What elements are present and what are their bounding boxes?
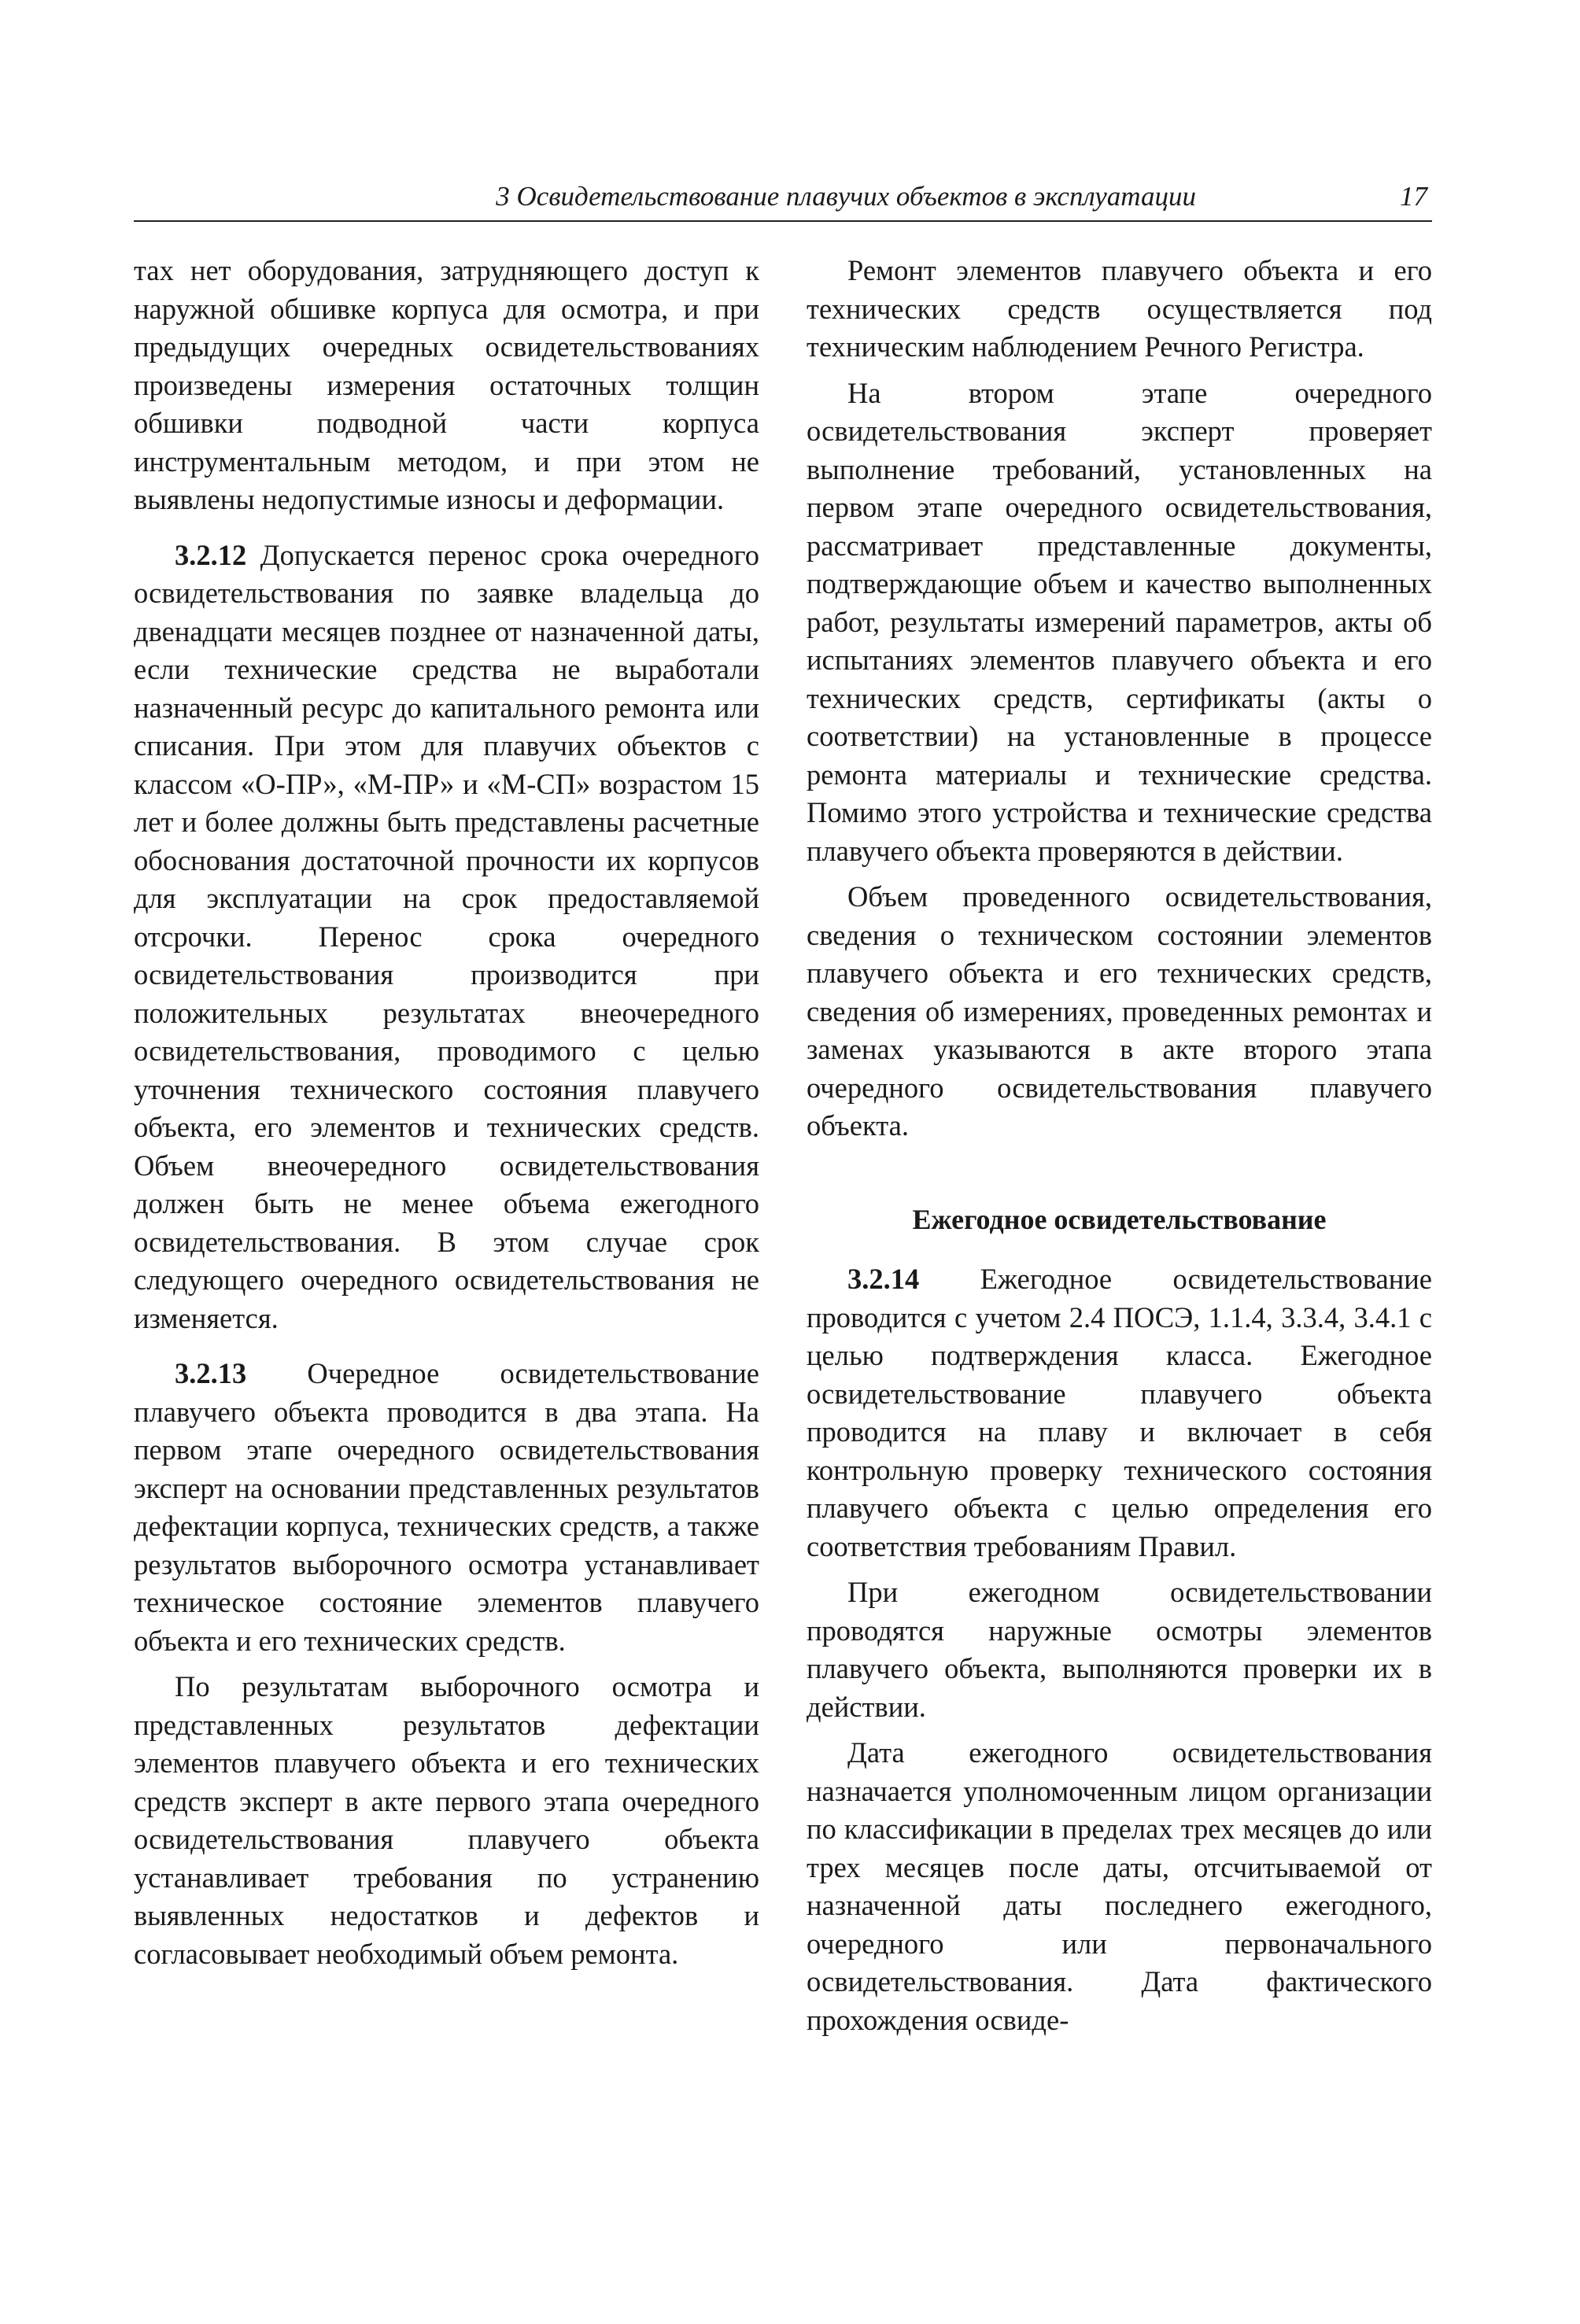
- clause-text: Ежегодное освидетельствование проводится с учетом 2.4 ПОСЭ, 1.1.4, 3.3.4, 3.4.1 с целью подтверждения класса. Ежегодное освидетельствование плавучего объекта проводится на плаву и включает в себя контрольную проверку технического состояния плавучего объекта с целью определения его соответствия требованиям Правил.: [807, 1263, 1433, 1562]
- paragraph-inspection-results: По результатам выборочного осмотра и представленных результатов дефектации элементов плавучего объекта и его технических средств эксперт в акте первого этапа очередного освидетельствования плавучего объекта устанавливает требования по устранению выявленных недостатков и дефектов и согласовывает необходимый объем ремонта.: [134, 1670, 759, 1970]
- left-column: [134, 252, 759, 1981]
- paragraph-repair: Ремонт элементов плавучего объекта и его технических средств осуществляется под техническим наблюдением Речного Регистра.: [807, 254, 1432, 363]
- clause-number: 3.2.12: [175, 538, 247, 571]
- paragraph-date: Дата ежегодного освидетельствования назначается уполномоченным лицом организации по классификации в пределах трех месяцев до или трех месяцев после даты, отсчитываемой от назначенной даты последнего ежегодного, очередного или первоначального освидетельствования. Дата фактического прохождения освиде-: [807, 1736, 1432, 2036]
- paragraph-second-stage: На втором этапе очередного освидетельствования эксперт проверяет выполнение требований, установленных на первом этапе очередного освидетельствования, рассматривает представленные документы, подтверждающие объем и качество выполненных работ, результаты измерений параметров, акты об испытаниях элементов плавучего объекта и его технических средств, сертификаты (акты о соответствии) на установленные в процессе ремонта материалы и технические средства. Помимо этого устройства и технические средства плавучего объекта проверяются в действии.: [807, 376, 1432, 867]
- paragraph-scope: Объем проведенного освидетельствования, сведения о техническом состоянии элементов плавучего объекта и его технических средств, сведения об измерениях, проведенных ремонтах и заменах указываются в акте второго этапа очередного освидетельствования плавучего объекта.: [807, 880, 1432, 1142]
- page-number: 17: [1400, 181, 1427, 212]
- clause-3-2-14: [807, 1260, 1432, 1566]
- running-header: [134, 179, 1432, 222]
- right-column: [807, 252, 1432, 2047]
- clause-3-2-12: [134, 537, 759, 1338]
- section-heading: Ежегодное освидетельствование: [912, 1203, 1327, 1235]
- clause-text: Допускается перенос срока очередного освидетельствования по заявке владельца до двенадцати месяцев позднее от назначенной даты, если технические средства не выработали назначенный ресурс до капитального ремонта или списания. При этом для плавучих объектов с классом «О-ПР», «М-ПР» и «М-СП» возрастом 15 лет и более должны быть представлены расчетные обоснования достаточной прочности их корпусов для эксплуатации на срок предоставляемой отсрочки. Перенос срока очередного освидетельствования производится при положительных результатах внеочередного освидетельствования, проводимого с целью уточнения технического состояния плавучего объекта, его элементов и технических средств. Объем внеочередного освидетельствования должен быть не менее объема ежегодного освидетельствования. В этом случае срок следующего очередного освидетельствования не изменяется.: [134, 538, 759, 1334]
- paragraph-continued: тах нет оборудования, затрудняющего доступ к наружной обшивке корпуса для осмотра, и при предыдущих очередных освидетельствованиях произведены измерения остаточных толщин обшивки подводной части корпуса инструментальным методом, и при этом не выявлены недопустимые износы и деформации.: [134, 254, 759, 515]
- clause-text: Очередное освидетельствование плавучего объекта проводится в два этапа. На первом этапе очередного освидетельствования эксперт на основании представленных результатов дефектации корпуса, технических средств, а также результатов выборочного осмотра устанавливает техническое состояние элементов плавучего объекта и его технических средств.: [134, 1357, 759, 1657]
- clause-number: 3.2.14: [847, 1263, 920, 1295]
- clause-number: 3.2.13: [175, 1357, 247, 1389]
- running-title: 3 Освидетельствование плавучих объектов в эксплуатации: [496, 181, 1196, 212]
- paragraph-external-inspection: При ежегодном освидетельствовании проводятся наружные осмотры элементов плавучего объекта, выполняются проверки их в действии.: [807, 1576, 1432, 1723]
- clause-3-2-13: [134, 1355, 759, 1660]
